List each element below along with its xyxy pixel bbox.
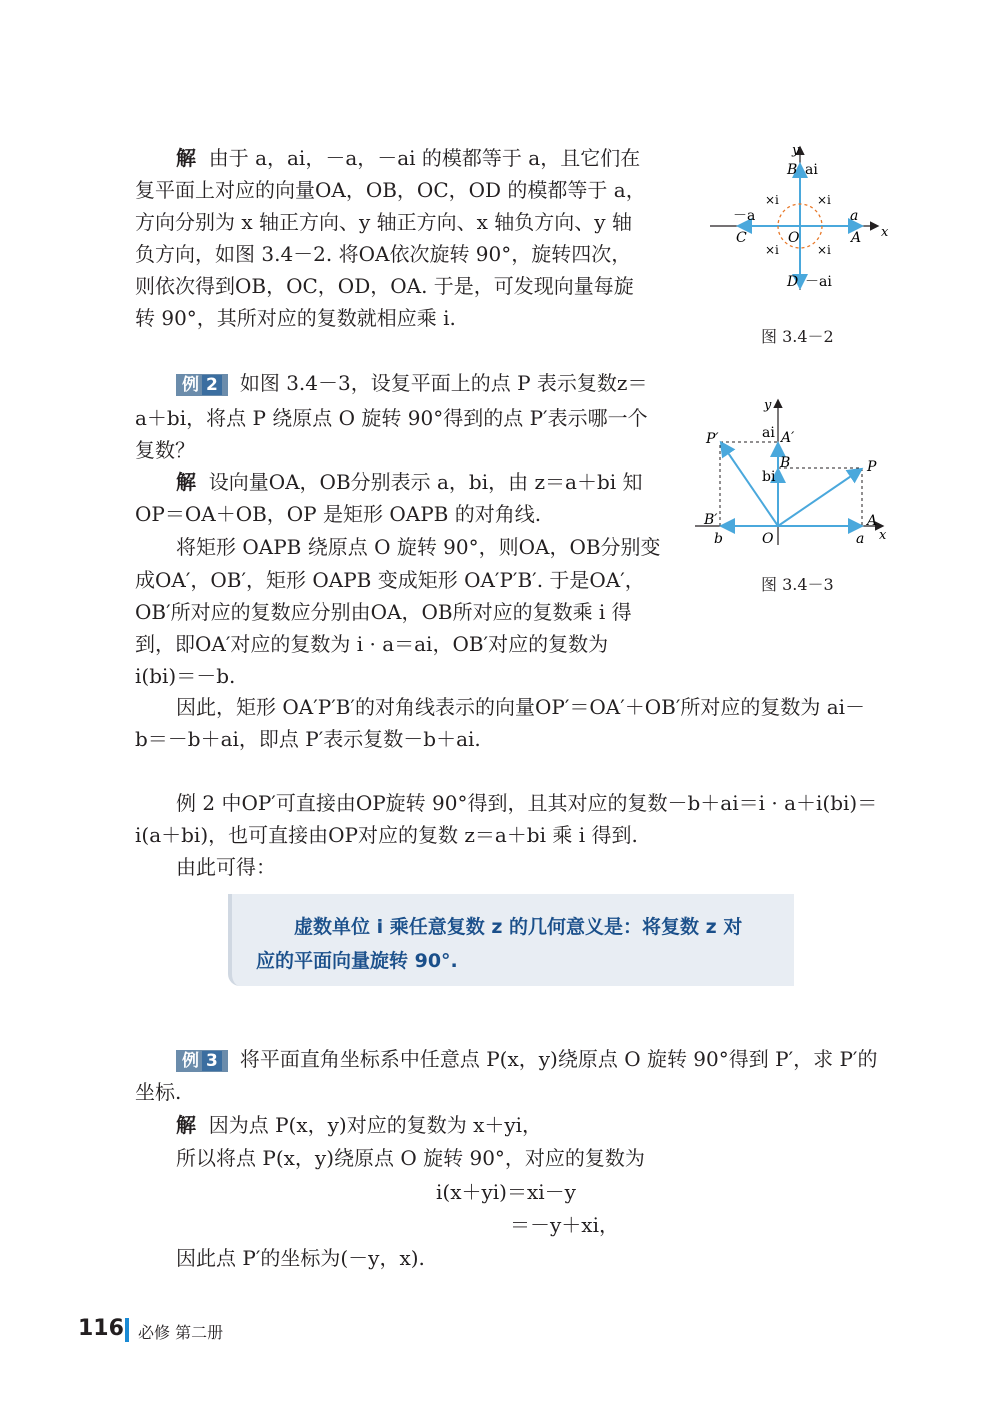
fig1-label-B: B [787, 162, 798, 178]
figure2-caption: 图 3.4－3 [761, 575, 834, 594]
example3-tag: 例 3 [176, 1050, 228, 1072]
figure1-caption: 图 3.4－2 [761, 327, 834, 346]
example2-sol-line-3: 将矩形 OAPB 绕原点 O 旋转 90°，则OA，OB分别变 [176, 535, 661, 559]
fig1-label-ai: ai [805, 162, 818, 178]
example2-sol-line-9: b＝－b＋ai，即点 P′表示复数－b＋ai. [135, 727, 481, 751]
figure-3-4-2 [705, 140, 895, 300]
solution1-line-4: 负方向，如图 3.4－2. 将OA依次旋转 90°，旋转四次， [135, 242, 632, 266]
example2-sol-line-1: 设向量OA，OB分别表示 a，bi，由 z＝a＋bi 知 [208, 470, 643, 494]
example3-sol-line-2: 所以将点 P(x，y)绕原点 O 旋转 90°，对应的复数为 [176, 1146, 645, 1170]
example2-line-1: 如图 3.4－3，设复平面上的点 P 表示复数z＝ [239, 371, 648, 395]
remark-line-3: 由此可得： [176, 855, 276, 879]
fig2-label-B-prime: B′ [704, 512, 718, 528]
highlight-line-1: 虚数单位 i 乘任意复数 z 的几何意义是：将复数 z 对 [294, 916, 743, 938]
fig2-label-A-prime: A′ [781, 430, 795, 446]
fig2-label-a: a [856, 531, 865, 547]
solution1-line-1: 由于 a，ai，－a，－ai 的模都等于 a，且它们在 [208, 146, 641, 170]
example2-solution-label: 解 [176, 470, 196, 494]
footer-bar [125, 1318, 129, 1342]
solution1-line-6: 转 90°，其所对应的复数就相应乘 i. [135, 306, 456, 330]
example2-sol-line-8: 因此，矩形 OA′P′B′的对角线表示的向量OP′＝OA′＋OB′所对应的复数为 ai－ [176, 695, 866, 719]
solution1-line-5: 则依次得到OB，OC，OD，OA. 于是，可发现向量每旋 [135, 274, 634, 298]
example3-solution-label: 解 [176, 1113, 196, 1137]
fig2-label-ai: ai [762, 425, 775, 441]
key-conclusion-box [228, 894, 794, 986]
fig1-label-neg-a: －a [733, 208, 756, 224]
fig2-label-O: O [762, 531, 774, 547]
example3-line-1: 将平面直角坐标系中任意点 P(x，y)绕原点 O 旋转 90°得到 P′，求 P′的 [239, 1047, 878, 1071]
example3-sol-line-4: ＝－y＋xi， [510, 1213, 619, 1237]
example3-line-2: 坐标. [135, 1080, 182, 1104]
fig2-label-y: y [764, 398, 772, 413]
fig2-label-P-prime: P′ [706, 431, 719, 447]
example2-sol-line-6: 到，即OA′对应的复数为 i · a＝ai，OB′对应的复数为 [135, 632, 609, 656]
solution1-line-3: 方向分别为 x 轴正方向、y 轴正方向、x 轴负方向、y 轴 [135, 210, 632, 234]
example2-sol-line-7: i(bi)＝－b. [135, 664, 236, 688]
example3-sol-line-5: 因此点 P′的坐标为(－y，x). [176, 1246, 425, 1270]
solution1-line-2: 复平面上对应的向量OA，OB，OC，OD 的模都等于 a， [135, 178, 646, 202]
example2-sol-line-4: 成OA′，OB′，矩形 OAPB 变成矩形 OA′P′B′. 于是OA′， [135, 568, 645, 592]
example3-sol-line-1: 因为点 P(x，y)对应的复数为 x＋yi， [208, 1113, 543, 1137]
fig2-label-bi: bi [762, 469, 776, 485]
fig1-label-C: C [736, 230, 747, 246]
fig1-label-A: A [851, 230, 862, 246]
highlight-line-2: 应的平面向量旋转 90°. [256, 950, 458, 972]
fig2-label-b: b [714, 531, 723, 547]
book-title: 必修 第二册 [138, 1323, 224, 1342]
fig1-label-a: a [850, 208, 859, 224]
example2-tag: 例 2 [176, 374, 228, 396]
fig1-label-neg-ai: －ai [805, 274, 832, 290]
fig1-label-y: y [792, 143, 800, 158]
figure-3-4-3 [690, 395, 900, 555]
example2-line-3: 复数？ [135, 438, 195, 462]
fig2-label-P: P [867, 459, 877, 475]
example2-sol-line-2: OP＝OA＋OB，OP 是矩形 OAPB 的对角线. [135, 502, 542, 526]
remark-line-2: i(a＋bi)，也可直接由OP对应的复数 z＝a＋bi 乘 i 得到. [135, 823, 638, 847]
fig1-times-i-3: ×i [765, 243, 779, 257]
remark-line-1: 例 2 中OP′可直接由OP旋转 90°得到，且其对应的复数－b＋ai＝i · a＋i(bi)＝ [176, 791, 878, 815]
solution-label: 解 [176, 146, 196, 170]
fig1-label-O: O [788, 230, 800, 246]
fig2-label-B: B [780, 455, 791, 471]
fig2-label-A: A [867, 513, 878, 529]
fig1-label-x: x [881, 225, 889, 240]
fig1-times-i-1: ×i [765, 193, 779, 207]
fig1-times-i-2: ×i [817, 193, 831, 207]
example2-line-2: a＋bi，将点 P 绕原点 O 旋转 90°得到的点 P′表示哪一个 [135, 406, 648, 430]
fig2-label-x: x [879, 528, 887, 543]
fig1-times-i-4: ×i [817, 243, 831, 257]
example2-sol-line-5: OB′所对应的复数应分别由OA，OB所对应的复数乘 i 得 [135, 600, 632, 624]
fig1-label-D: D [787, 274, 799, 290]
page-number: 116 [78, 1316, 124, 1341]
example3-sol-line-3: i(x＋yi)＝xi－y [436, 1180, 576, 1204]
